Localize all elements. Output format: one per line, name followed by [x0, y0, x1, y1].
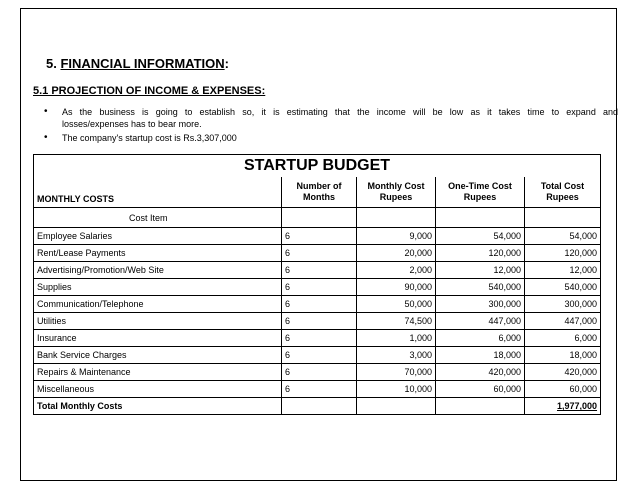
cell-months: 6 [282, 330, 357, 347]
cell-onetime: 6,000 [436, 330, 525, 347]
cost-item-row [34, 208, 601, 228]
table-body [34, 228, 601, 398]
header-number-of-months: Number of Months [282, 177, 357, 208]
table-row [34, 296, 601, 313]
cell-monthly: 50,000 [357, 296, 436, 313]
table-row [34, 347, 601, 364]
startup-budget-table [33, 154, 601, 415]
section-number: 5. [46, 56, 57, 71]
bullet-list [38, 106, 618, 146]
cell-onetime: 60,000 [436, 381, 525, 398]
header-one-time-cost: One-Time Cost Rupees [436, 177, 525, 208]
cell-months: 6 [282, 245, 357, 262]
cell-total: 540,000 [525, 279, 601, 296]
cell-item: Utilities [34, 313, 282, 330]
cost-item-label: Cost Item [34, 208, 282, 228]
bullet-text-line1: • As the business is going to establish so, it is estimating that the income will be low as it takes time to expand and [62, 107, 618, 117]
cell-item: Rent/Lease Payments [34, 245, 282, 262]
cell-months: 6 [282, 262, 357, 279]
table-row [34, 364, 601, 381]
cell-months: 6 [282, 364, 357, 381]
cell-total: 6,000 [525, 330, 601, 347]
header-monthly-costs: MONTHLY COSTS [34, 177, 282, 208]
table-title: STARTUP BUDGET [34, 155, 601, 177]
cell-monthly: 9,000 [357, 228, 436, 245]
cell-total: 18,000 [525, 347, 601, 364]
cell-monthly: 3,000 [357, 347, 436, 364]
cell-onetime: 54,000 [436, 228, 525, 245]
cell-item: Miscellaneous [34, 381, 282, 398]
table-row [34, 279, 601, 296]
cell-monthly: 10,000 [357, 381, 436, 398]
total-row [34, 398, 601, 415]
section-title: FINANCIAL INFORMATION [60, 56, 225, 71]
bullet-text: The company's startup cost is Rs.3,307,000 [62, 133, 237, 143]
cell-monthly: 90,000 [357, 279, 436, 296]
cell-monthly: 2,000 [357, 262, 436, 279]
cell-item: Supplies [34, 279, 282, 296]
cell-item: Bank Service Charges [34, 347, 282, 364]
cell-item: Repairs & Maintenance [34, 364, 282, 381]
cell-monthly: 70,000 [357, 364, 436, 381]
cell-item: Insurance [34, 330, 282, 347]
table-row [34, 381, 601, 398]
table-row [34, 313, 601, 330]
cell-onetime: 420,000 [436, 364, 525, 381]
section-colon: : [224, 56, 229, 71]
cell-item: Employee Salaries [34, 228, 282, 245]
cell-months: 6 [282, 296, 357, 313]
cell-onetime: 18,000 [436, 347, 525, 364]
subsection-heading: 5.1 PROJECTION OF INCOME & EXPENSES: [33, 85, 266, 97]
cell-months: 6 [282, 347, 357, 364]
table-header-row [34, 177, 601, 208]
cell-months: 6 [282, 313, 357, 330]
cell-total: 120,000 [525, 245, 601, 262]
cell-monthly: 74,500 [357, 313, 436, 330]
table-row [34, 330, 601, 347]
cell-monthly: 1,000 [357, 330, 436, 347]
cell-onetime: 300,000 [436, 296, 525, 313]
bullet-item [38, 106, 618, 130]
cell-monthly: 20,000 [357, 245, 436, 262]
cell-onetime: 540,000 [436, 279, 525, 296]
cell-months: 6 [282, 228, 357, 245]
header-monthly-cost: Monthly Cost Rupees [357, 177, 436, 208]
cell-months: 6 [282, 381, 357, 398]
table-row [34, 228, 601, 245]
cell-item: Advertising/Promotion/Web Site [34, 262, 282, 279]
cell-total: 12,000 [525, 262, 601, 279]
table-row [34, 262, 601, 279]
cell-total: 60,000 [525, 381, 601, 398]
cell-item: Communication/Telephone [34, 296, 282, 313]
cell-onetime: 12,000 [436, 262, 525, 279]
cell-months: 6 [282, 279, 357, 296]
cell-total: 447,000 [525, 313, 601, 330]
cell-total: 54,000 [525, 228, 601, 245]
cell-total: 420,000 [525, 364, 601, 381]
total-label: Total Monthly Costs [34, 398, 282, 415]
bullet-text-line2: losses/expenses has to bear more. [62, 119, 202, 129]
cell-onetime: 120,000 [436, 245, 525, 262]
section-heading [46, 56, 229, 71]
table-row [34, 245, 601, 262]
cell-total: 300,000 [525, 296, 601, 313]
header-total-cost: Total Cost Rupees [525, 177, 601, 208]
total-value: 1,977,000 [525, 398, 601, 415]
bullet-item [38, 132, 618, 144]
cell-onetime: 447,000 [436, 313, 525, 330]
